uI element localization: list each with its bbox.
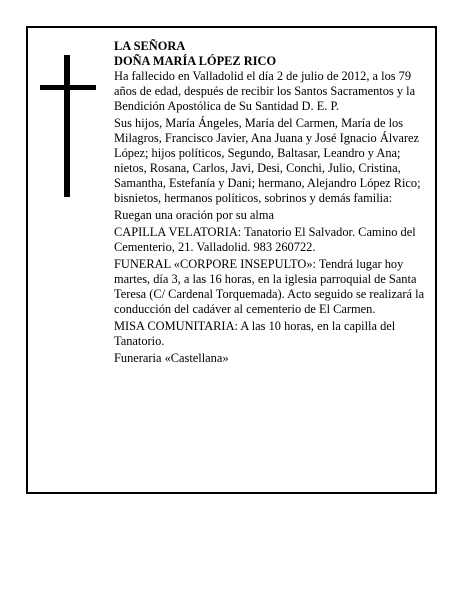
deceased-name: DOÑA MARÍA LÓPEZ RICO [114,54,277,68]
chapel-info: CAPILLA VELATORIA: Tanatorio El Salvador. Camino del Cementerio, 21. Valladolid. 983 260722. [114,225,416,254]
prayer-request: Ruegan una oración por su alma [114,208,274,222]
mass-info: MISA COMUNITARIA: A las 10 horas, en la capilla del Tanatorio. [114,319,396,348]
notice-text [114,39,426,368]
funeral-info: FUNERAL «CORPORE INSEPULTO»: Tendrá lugar hoy martes, día 3, a las 16 horas, en la iglesia parroquial de Santa Teresa (C/ Cardenal Torquemada). Acto seguido se realizará la conducción del cadáver al cementerio de El Carmen. [114,257,425,316]
cross-icon [40,55,96,197]
family-list: Sus hijos, María Ángeles, María del Carmen, María de los Milagros, Francisco Javier, Ana Juana y José Ignacio Álvarez López; hijos políticos, Segundo, Baltasar, Leandro y Ana; nietos, Rosana, Carlos, Javi, Desi, Conchi, Julio, Cristina, Samantha, Estefanía y Dani; hermano, Alejandro López Rico; bisnietos, hermanos políticos, sobrinos y demás familia: [114,116,421,205]
notice-heading-title: LA SEÑORA [114,39,186,53]
obituary-notice [26,26,437,494]
funeral-home: Funeraria «Castellana» [114,351,229,365]
death-announcement: Ha fallecido en Valladolid el día 2 de julio de 2012, a los 79 años de edad, después de recibir los Santos Sacramentos y la Bendición Apostólica de Su Santidad D. E. P. [114,69,416,113]
